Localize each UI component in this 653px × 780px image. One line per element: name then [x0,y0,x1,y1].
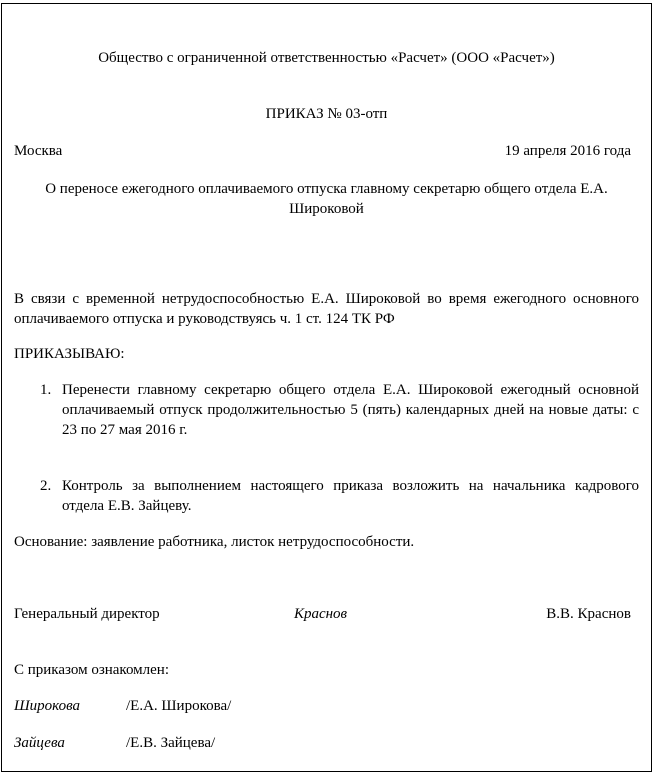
director-title: Генеральный директор [14,606,160,622]
order-word: ПРИКАЗЫВАЮ: [14,346,125,362]
city: Москва [14,143,63,159]
item-number: 1. [40,382,52,398]
director-signature: Краснов [294,606,348,622]
ack-signature: Широкова [14,698,80,714]
item-number: 2. [40,478,52,494]
order-title: ПРИКАЗ № 03-отп [265,106,388,122]
order-document [1,3,652,772]
order-subject: О переносе ежегодного оплачиваемого отпуска главному секретарю общего отдела Е.А. Широковой [45,181,608,217]
basis: Основание: заявление работника, листок нетрудоспособности. [14,534,415,550]
ack-signature: Зайцева [14,735,65,751]
order-date: 19 апреля 2016 года [504,143,631,159]
preamble: В связи с временной нетрудоспособностью Е.А. Широковой во время ежегодного основного оплачиваемого отпуска и руководствуясь ч. 1 ст. 124 ТК РФ [14,291,639,327]
organization-name: Общество с ограниченной ответственностью «Расчет» (ООО «Расчет») [98,50,555,66]
order-item-2 [2,476,639,516]
acknowledged-label: С приказом ознакомлен: [14,662,170,678]
ack-name: /Е.А. Широкова/ [126,698,232,714]
order-item-1 [2,380,639,440]
item-text: Контроль за выполнением настоящего приказа возложить на начальника кадрового отдела Е.В. Зайцеву. [62,478,639,514]
item-text: Перенести главному секретарю общего отдела Е.А. Широковой ежегодный основной оплачиваемый отпуск продолжительностью 5 (пять) календарных дней на новые даты: с 23 по 27 мая 2016 г. [62,382,639,438]
ack-name: /Е.В. Зайцева/ [126,735,216,751]
director-name: В.В. Краснов [546,606,631,622]
